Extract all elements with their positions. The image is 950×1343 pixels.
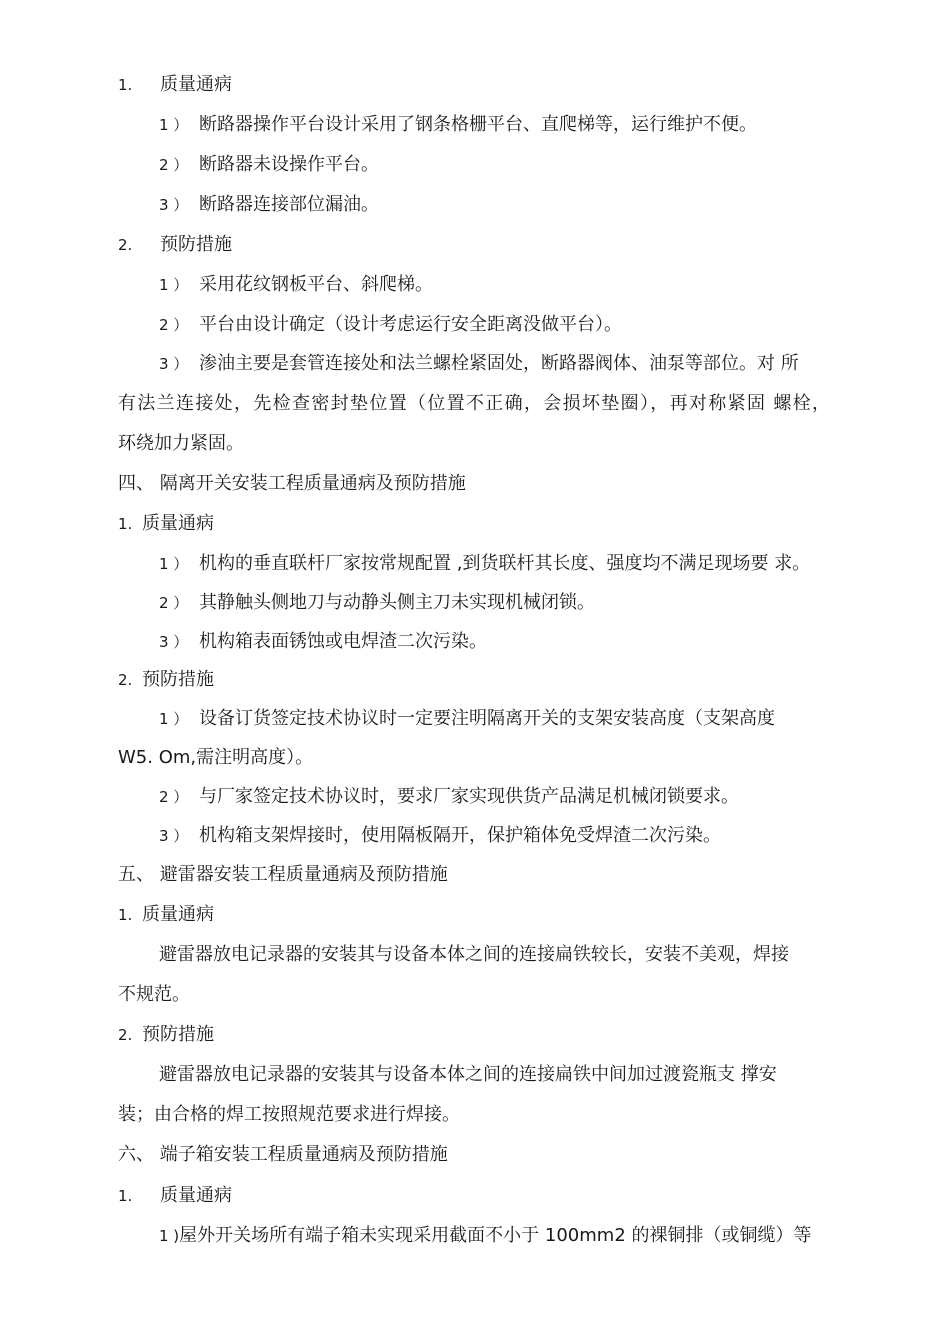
list-number: 1 ） — [159, 710, 189, 728]
heading-preventive-measures — [118, 1023, 214, 1047]
list-text: 机构箱支架焊接时，使用隔板隔开，保护箱体免受焊渣二次污染。 — [199, 825, 721, 846]
list-item — [159, 113, 757, 137]
paragraph-line: W5. Om,需注明高度）。 — [118, 747, 314, 768]
paragraph-line: 有法兰连接处，先检查密封垫位置（位置不正确，会损坏垫圈），再对称紧固 螺栓， — [118, 393, 830, 414]
heading-quality-issues — [118, 73, 232, 97]
list-text: 机构箱表面锈蚀或电焊渣二次污染。 — [199, 631, 487, 652]
list-item — [159, 591, 595, 615]
paragraph-line: 避雷器放电记录器的安装其与设备本体之间的连接扁铁中间加过渡瓷瓶支 撑安 — [159, 1064, 777, 1085]
heading-text: 预防措施 — [142, 669, 214, 690]
list-number: 3 ） — [159, 196, 189, 214]
list-number: 2 ） — [159, 594, 189, 612]
list-item — [159, 193, 379, 217]
list-number: 1. — [118, 1187, 133, 1205]
heading-quality-issues — [118, 1184, 232, 1208]
section-heading-disconnector: 四、 隔离开关安装工程质量通病及预防措施 — [118, 473, 466, 494]
heading-preventive-measures — [118, 233, 232, 257]
list-text: 与厂家签定技术协议时，要求厂家实现供货产品满足机械闭锁要求。 — [199, 786, 739, 807]
list-item — [159, 1224, 812, 1248]
list-number: 1 ） — [159, 555, 189, 573]
list-text: 采用花纹钢板平台、斜爬梯。 — [199, 274, 433, 295]
list-item — [159, 153, 379, 177]
list-item — [159, 630, 487, 654]
heading-text: 质量通病 — [160, 74, 232, 95]
paragraph-line: 环绕加力紧固。 — [118, 433, 244, 454]
heading-preventive-measures — [118, 668, 214, 692]
list-item — [159, 352, 799, 376]
list-number: 3 ） — [159, 827, 189, 845]
list-text: 渗油主要是套管连接处和法兰螺栓紧固处，断路器阀体、油泵等部位。对 所 — [199, 353, 799, 374]
list-number: 1 ） — [159, 276, 189, 294]
list-item — [159, 552, 810, 576]
heading-text: 预防措施 — [160, 234, 232, 255]
heading-text: 质量通病 — [160, 1185, 232, 1206]
list-text: 断路器操作平台设计采用了钢条格栅平台、直爬梯等，运行维护不便。 — [199, 114, 757, 135]
heading-text: 质量通病 — [142, 904, 214, 925]
heading-quality-issues — [118, 512, 214, 536]
list-item — [159, 707, 775, 731]
list-text: 平台由设计确定（设计考虑运行安全距离没做平台）。 — [199, 314, 622, 335]
list-number: 1. — [118, 906, 133, 924]
list-number: 2 ） — [159, 316, 189, 334]
list-item — [159, 824, 721, 848]
section-heading-terminal-box: 六、 端子箱安装工程质量通病及预防措施 — [118, 1144, 448, 1165]
list-number: 2. — [118, 1026, 133, 1044]
list-text: 断路器连接部位漏油。 — [199, 194, 379, 215]
list-text: 屋外开关场所有端子箱未实现采用截面不小于 100mm2 的裸铜排（或铜缆）等 — [179, 1225, 812, 1246]
list-number: 2. — [118, 671, 133, 689]
heading-quality-issues — [118, 903, 214, 927]
list-text: 断路器未设操作平台。 — [199, 154, 379, 175]
list-number: 3 ） — [159, 355, 189, 373]
section-heading-arrester: 五、 避雷器安装工程质量通病及预防措施 — [118, 864, 448, 885]
heading-text: 质量通病 — [142, 513, 214, 534]
paragraph-line: 装；由合格的焊工按照规范要求进行焊接。 — [118, 1104, 460, 1125]
list-text: 其静触头侧地刀与动静头侧主刀未实现机械闭锁。 — [199, 592, 595, 613]
list-text: 机构的垂直联杆厂家按常规配置 ,到货联杆其长度、强度均不满足现场要 求。 — [199, 553, 811, 574]
paragraph-line: 不规范。 — [118, 984, 190, 1005]
paragraph-line: 避雷器放电记录器的安装其与设备本体之间的连接扁铁较长，安装不美观，焊接 — [159, 944, 789, 965]
list-text: 设备订货签定技术协议时一定要注明隔离开关的支架安装高度（支架高度 — [199, 708, 775, 729]
list-number: 2. — [118, 236, 133, 254]
list-number: 1. — [118, 76, 133, 94]
list-item — [159, 313, 622, 337]
list-number: 2 ） — [159, 156, 189, 174]
list-number: 1 ) — [159, 1227, 180, 1245]
heading-text: 预防措施 — [142, 1024, 214, 1045]
list-item — [159, 785, 739, 809]
list-item — [159, 273, 433, 297]
list-number: 1 ） — [159, 116, 189, 134]
list-number: 1. — [118, 515, 133, 533]
list-number: 2 ） — [159, 788, 189, 806]
list-number: 3 ） — [159, 633, 189, 651]
